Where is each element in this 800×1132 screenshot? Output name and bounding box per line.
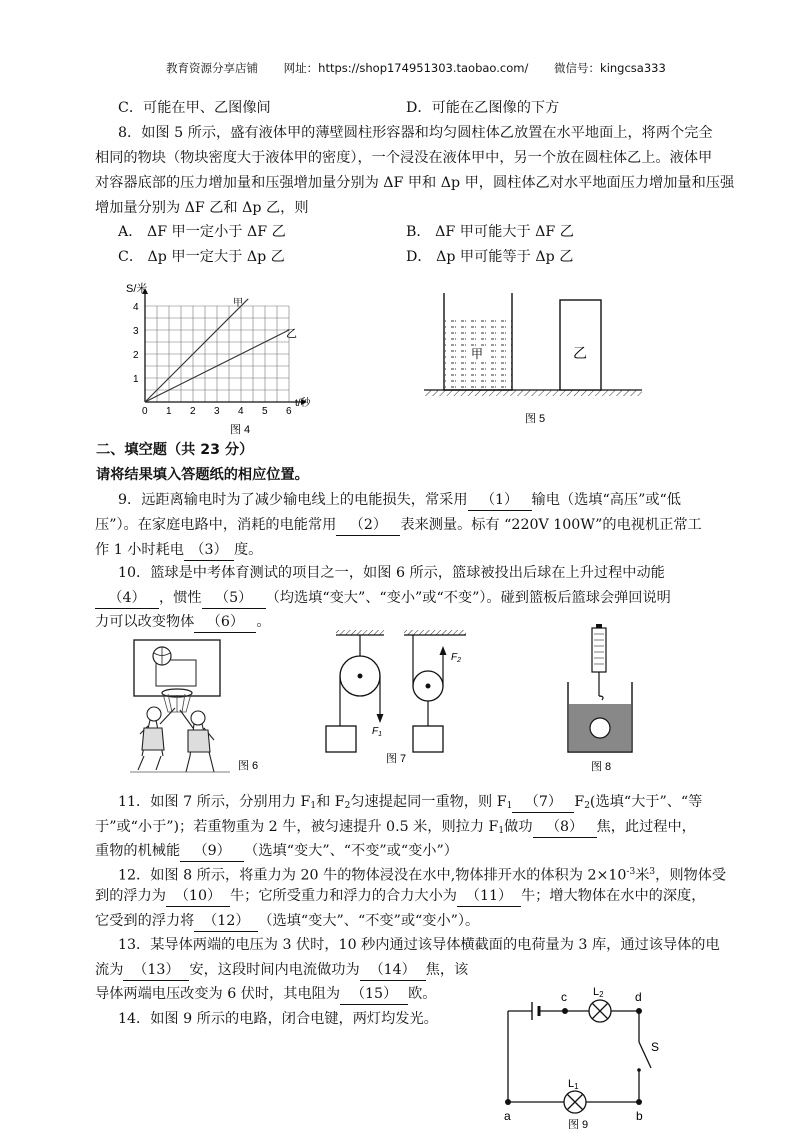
header-url: 网址：https://shop174951303.taobao.com/ [283, 61, 529, 75]
x-tick-label: 2 [190, 406, 196, 417]
answer-blank-6[interactable]: （6） [194, 612, 256, 633]
figure-9-caption: 图 9 [568, 1119, 589, 1129]
switch-s [639, 1042, 651, 1068]
force-f1: $F_1$ [372, 726, 383, 738]
player-left [138, 707, 175, 770]
series-label-yi: 乙 [286, 328, 297, 340]
q7-option-c: C．可能在甲、乙图像间 [118, 100, 271, 116]
answer-blank-9[interactable]: （9） [180, 841, 244, 862]
chart-axes [133, 288, 307, 417]
net [163, 694, 191, 712]
answer-blank-14[interactable]: （14） [360, 960, 426, 981]
answer-blank-1[interactable]: （1） [468, 490, 532, 511]
figure-8-spring-scale [560, 624, 650, 776]
q8-line-3: 对容器底部的压力增加量和压强增加量分别为 ΔF 甲和 Δp 甲，圆柱体乙对水平地面压力增加量和压强 [95, 175, 735, 191]
y-tick-label: 3 [133, 326, 139, 337]
answer-blank-15[interactable]: （15） [340, 984, 408, 1005]
q10-line-1: 10．篮球是中考体育测试的项目之一，如图 6 所示，篮球被投出后球在上升过程中动能 [118, 565, 665, 581]
q13-line-3: 导体两端电压改变为 6 伏时，其电阻为 （15） 欧。 [95, 984, 436, 1005]
q8-option-a: A． ΔF 甲一定小于 ΔF 乙 [118, 224, 286, 240]
node-d [636, 1008, 642, 1014]
q7-option-d: D．可能在乙图像的下方 [406, 100, 560, 116]
q13-line-2: 流为 （13） 安，这段时间内电流做功为 （14） 焦，该 [95, 960, 468, 981]
weight-left [326, 726, 356, 752]
section-2-instruction: 请将结果填入答题纸的相应位置。 [96, 467, 309, 483]
weight-right [413, 726, 443, 752]
q12-line-2: 到的浮力为 （10） 牛；它所受重力和浮力的合力大小为 （11） 牛；增大物体在水中的深度， [95, 886, 705, 907]
page-header [166, 60, 688, 76]
y-tick-label: 1 [133, 374, 139, 385]
q8-option-c: C． Δp 甲一定大于 Δp 乙 [118, 249, 285, 265]
q9-line-1: 9．远距离输电时为了减少输电线上的电能损失，常采用 （1） 输电（选填“高压”或“低 [118, 490, 681, 511]
q8-line-1: 8．如图 5 所示，盛有液体甲的薄壁圆柱形容器和均匀圆柱体乙放置在水平地面上，将两个完全 [118, 125, 713, 141]
label-s: S [651, 1040, 660, 1054]
ground-hatch [424, 390, 642, 396]
label-l2: L2 [593, 986, 604, 999]
node-c [562, 1008, 568, 1014]
q12-line-3: 它受到的浮力将 （12） （选填“变大”、“不变”或“变小”）。 [95, 911, 479, 932]
figure-5-caption: 图 5 [525, 413, 546, 425]
figure-5 [420, 288, 650, 428]
node-b [636, 1099, 642, 1105]
label-a: a [504, 1109, 511, 1123]
x-tick-label: 0 [142, 406, 148, 417]
answer-blank-4[interactable]: （4） [95, 588, 159, 609]
force-f2: $F_2$ [451, 652, 462, 664]
answer-blank-8[interactable]: （8） [533, 817, 597, 838]
q11-line-2: 于”或“小于”)；若重物重为 2 牛，被匀速提升 0.5 米，则拉力 $F_1$做功 （8） 焦，此过程中， [95, 819, 696, 836]
q8-option-d: D． Δp 甲可能等于 Δp 乙 [406, 249, 574, 265]
series-label-jia: 甲 [233, 298, 243, 309]
q14-line-1: 14．如图 9 所示的电路，闭合电键，两灯均发光。 [118, 1011, 438, 1027]
answer-blank-2[interactable]: （2） [336, 515, 400, 536]
x-tick-label: 6 [286, 406, 292, 417]
q10-line-2: （4） ，惯性 （5） （均选填“变大”、“变小”或“不变”）。碰到篮板后篮球会弹回说明 [95, 588, 671, 609]
figure-6-basketball [130, 638, 270, 778]
header-wechat: 微信号：kingcsa333 [554, 61, 666, 75]
figure-9-circuit [498, 984, 668, 1129]
chart-grid [145, 306, 289, 402]
submerged-object [590, 718, 610, 738]
x-tick-label: 3 [214, 406, 220, 417]
y-tick-label: 4 [133, 302, 139, 313]
q12-line-1: 12．如图 8 所示，将重力为 20 牛的物体浸没在水中,物体排开水的体积为 $2\times 10^{-3}$米$^3$，则物体受 [118, 867, 727, 884]
label-jia: 甲 [471, 347, 484, 361]
x-axis-label: t/秒 [295, 398, 311, 409]
y-tick-label: 2 [133, 350, 139, 361]
figure-7-caption: 图 7 [386, 753, 407, 765]
y-axis-label: S/米 [126, 283, 148, 295]
q11-line-1: 11．如图 7 所示，分别用力 $F_1$和 $F_2$匀速提起同一重物，则 $F_1$ （7） $F_2$(选填“大于”、“等 [118, 794, 703, 811]
q13-line-1: 13．某导体两端的电压为 3 伏时，10 秒内通过该导体横截面的电荷量为 3 库，通过该导体的电 [118, 937, 720, 953]
figure-8-caption: 图 8 [591, 761, 612, 773]
figure-7-pulleys [318, 628, 488, 768]
answer-blank-7[interactable]: （7） [512, 792, 574, 813]
q8-line-2: 相同的物块（物块密度大于液体甲的密度），一个浸没在液体甲中，另一个放在圆柱体乙上。液体甲 [95, 150, 713, 166]
q11-line-3: 重物的机械能 （9） （选填“变大”、“不变”或“变小”） [95, 841, 458, 862]
x-tick-label: 5 [262, 406, 268, 417]
backboard [134, 640, 220, 696]
x-tick-label: 1 [166, 406, 172, 417]
answer-blank-13[interactable]: （13） [123, 960, 189, 981]
label-d: d [635, 990, 642, 1004]
label-yi: 乙 [573, 345, 587, 361]
figure-4-chart [120, 280, 330, 440]
figure-6-caption: 图 6 [238, 760, 259, 772]
spring-scale [592, 628, 606, 672]
answer-blank-10[interactable]: （10） [166, 886, 230, 907]
answer-blank-5[interactable]: （5） [202, 588, 266, 609]
label-c: c [561, 990, 567, 1004]
q9-line-2: 压”）。在家庭电路中，消耗的电能常用 （2） 表来测量。标有 “220V 100W”的电视机正常工 [95, 515, 702, 536]
label-l1: L1 [568, 1078, 579, 1091]
q8-option-b: B． ΔF 甲可能大于 ΔF 乙 [406, 224, 574, 240]
series-line-jia [145, 299, 248, 402]
x-tick-label: 4 [238, 406, 244, 417]
figure-4-caption: 图 4 [230, 424, 251, 436]
header-shop: 教育资源分享店铺 [166, 61, 258, 75]
section-2-title: 二、填空题（共 23 分） [96, 442, 254, 458]
q10-line-3: 力可以改变物体 （6） 。 [95, 612, 271, 633]
player-right [180, 710, 214, 772]
q9-line-3: 作 1 小时耗电 （3） 度。 [95, 540, 262, 561]
label-b: b [636, 1109, 643, 1123]
answer-blank-3[interactable]: （3） [184, 540, 234, 561]
answer-blank-11[interactable]: （11） [457, 886, 521, 907]
answer-blank-12[interactable]: （12） [194, 911, 258, 932]
q8-line-4: 增加量分别为 ΔF 乙和 Δp 乙，则 [95, 200, 309, 216]
node-a [505, 1099, 511, 1105]
